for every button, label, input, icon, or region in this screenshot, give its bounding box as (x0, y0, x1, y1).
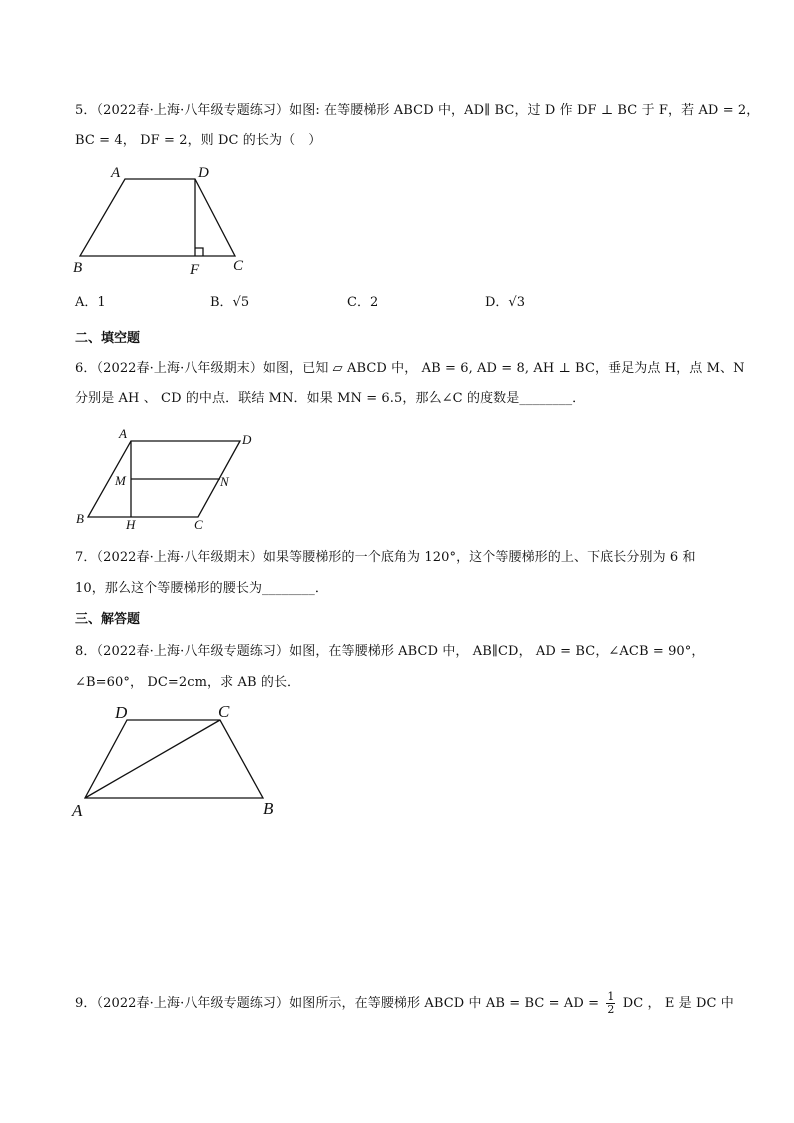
q6-label-b: B (76, 511, 84, 526)
q8-label-d: D (115, 703, 128, 722)
section-solve: 三、解答题 (75, 612, 141, 627)
q5-label-c: C (233, 258, 244, 274)
q5-label-d: D (198, 165, 209, 181)
q5-label-f: F (190, 262, 200, 278)
q9-text-lead: 9．（2022春·上海·八年级专题练习）如图所示，在等腰梯形 ABCD 中 AB = BC = AD = (75, 996, 600, 1011)
q8-text-line2: ∠B=60°， DC=2cm，求 AB 的长． (75, 675, 301, 690)
q5-right-angle-mark (195, 248, 203, 256)
q8-diagonal-ac (85, 720, 220, 798)
q9-text-tail: DC ， E 是 DC 中 (622, 996, 734, 1011)
q8-trapezoid (85, 720, 263, 798)
section-fill-blank: 二、填空题 (75, 331, 141, 346)
q6-label-d: D (242, 432, 252, 447)
q6-text-line1: 6．（2022春·上海·八年级期末）如图，已知 ▱ ABCD 中， AB = 6, AD = 8, AH ⊥ BC，垂足为点 H，点 M、N (75, 361, 745, 376)
q6-label-h: H (126, 517, 136, 532)
q7-text-line1: 7．（2022春·上海·八年级期末）如果等腰梯形的一个底角为 120°，这个等腰梯形的上、下底长分别为 6 和 (75, 550, 696, 565)
q9-fraction-den: 2 (607, 1003, 615, 1016)
q8-label-c: C (218, 702, 230, 721)
q9-fraction-num: 1 (607, 990, 615, 1003)
q7-text-line2: 10，那么这个等腰梯形的腰长为________． (75, 581, 328, 596)
q5-option-c[interactable]: C．2 (347, 295, 379, 310)
q6-label-a: A (119, 426, 127, 441)
q8-label-b: B (263, 799, 274, 818)
q9-text-line1 (75, 991, 734, 1016)
q6-label-m: M (115, 473, 126, 488)
q5-option-d[interactable]: D．√3 (485, 295, 525, 310)
q5-option-b[interactable]: B．√5 (210, 295, 250, 310)
q6-figure (70, 425, 270, 535)
q5-trapezoid (80, 179, 235, 256)
q8-figure (65, 698, 295, 823)
q5-label-a: A (111, 165, 121, 181)
q5-text-line2: BC = 4， DF = 2，则 DC 的长为（ ） (75, 133, 322, 148)
q5-option-a[interactable]: A．1 (75, 295, 106, 310)
q6-label-n: N (220, 474, 229, 489)
q5-text-line1: 5．（2022春·上海·八年级专题练习）如图: 在等腰梯形 ABCD 中，AD∥ BC，过 D 作 DF ⊥ BC 于 F，若 AD = 2， (75, 103, 760, 118)
q5-figure (65, 160, 265, 280)
q8-text-line1: 8．（2022春·上海·八年级专题练习）如图，在等腰梯形 ABCD 中， AB∥CD， AD = BC，∠ACB = 90°， (75, 644, 705, 659)
q5-label-b: B (73, 260, 83, 276)
q6-text-line2: 分别是 AH 、 CD 的中点．联结 MN．如果 MN = 6.5，那么∠C 的度数是________． (75, 391, 586, 406)
q8-label-a: A (72, 801, 83, 820)
q9-fraction (606, 991, 615, 1016)
q6-label-c: C (194, 517, 203, 532)
